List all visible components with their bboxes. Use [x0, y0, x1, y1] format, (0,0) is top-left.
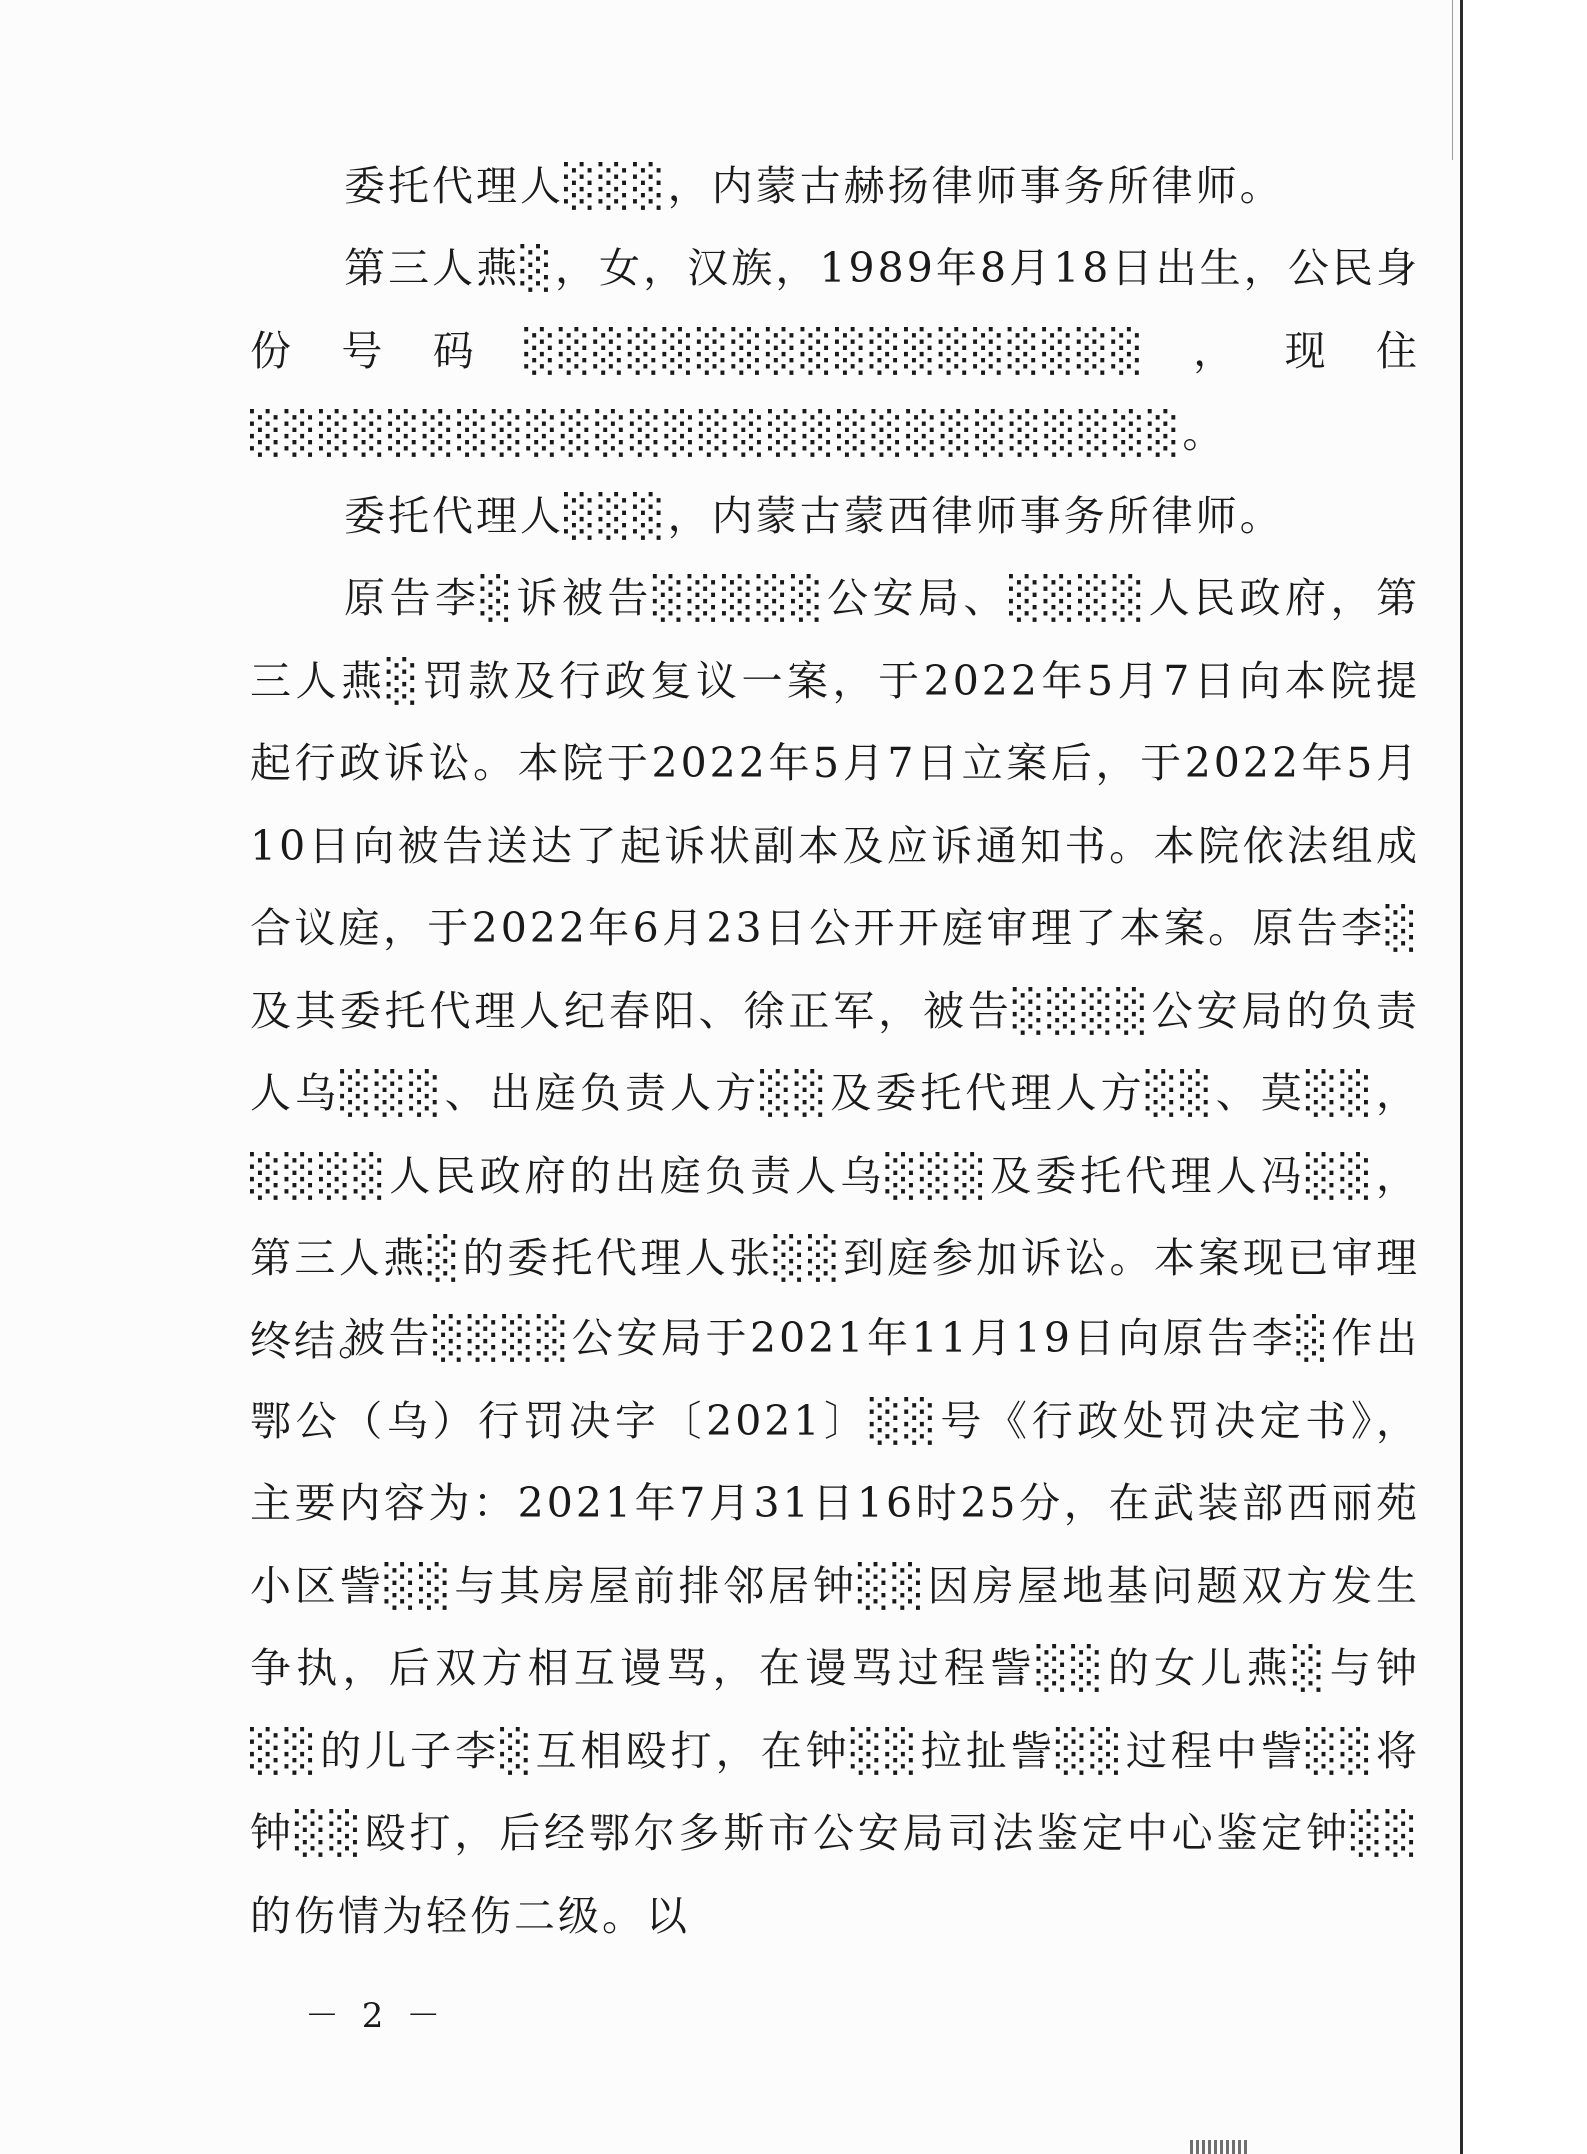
page-number: － 2 － [305, 1996, 447, 2036]
paragraph-agent-1: 委托代理人░░░，内蒙古赫扬律师事务所律师。 [344, 162, 1284, 210]
paragraph-third-party: 第三人燕░，女，汉族，1989年8月18日出生，公民身份号码░░░░░░░░░░░░░░░░░░，现住░░░░░░░░░░░░░░░░░░░░░░░░░░░。 [250, 244, 1420, 457]
paragraph-agent-2: 委托代理人░░░，内蒙古蒙西律师事务所律师。 [344, 492, 1284, 540]
paragraph-case-history: 原告李░诉被告░░░░░公安局、░░░░人民政府，第三人燕░罚款及行政复议一案，于2022年5月7日向本院提起行政诉讼。本院于2022年5月7日立案后，于2022年5月10日向被告送达了起诉状副本及应诉通知书。本院依法组成合议庭，于2022年6月23日公开开庭审理了本案。原告李░及其委托代理人纪春阳、徐正军，被告░░░░公安局的负责人乌░░░、出庭负责人方░░及委托代理人方░░、莫░░，░░░░人民政府的出庭负责人乌░░░及委托代理人冯░░，第三人燕░的委托代理人张░░到庭参加诉讼。本案现已审理终结。 [250, 574, 1420, 1365]
page-edge-line [1460, 0, 1463, 2154]
page-edge-shadow [1452, 0, 1453, 160]
paragraph-penalty-decision: 被告░░░░公安局于2021年11月19日向原告李░作出鄂公（乌）行罚决字〔2021〕░░号《行政处罚决定书》，主要内容为：2021年7月31日16时25分，在武装部西丽苑小区訾░░与其房屋前排邻居钟░░因房屋地基问题双方发生争执，后双方相互谩骂，在谩骂过程訾░░的女儿燕░与钟░░的儿子李░互相殴打，在钟░░拉扯訾░░过程中訾░░将钟░░殴打，后经鄂尔多斯市公安局司法鉴定中心鉴定钟░░的伤情为轻伤二级。以 [250, 1314, 1420, 1940]
scan-stamp-mark [1190, 2140, 1250, 2154]
